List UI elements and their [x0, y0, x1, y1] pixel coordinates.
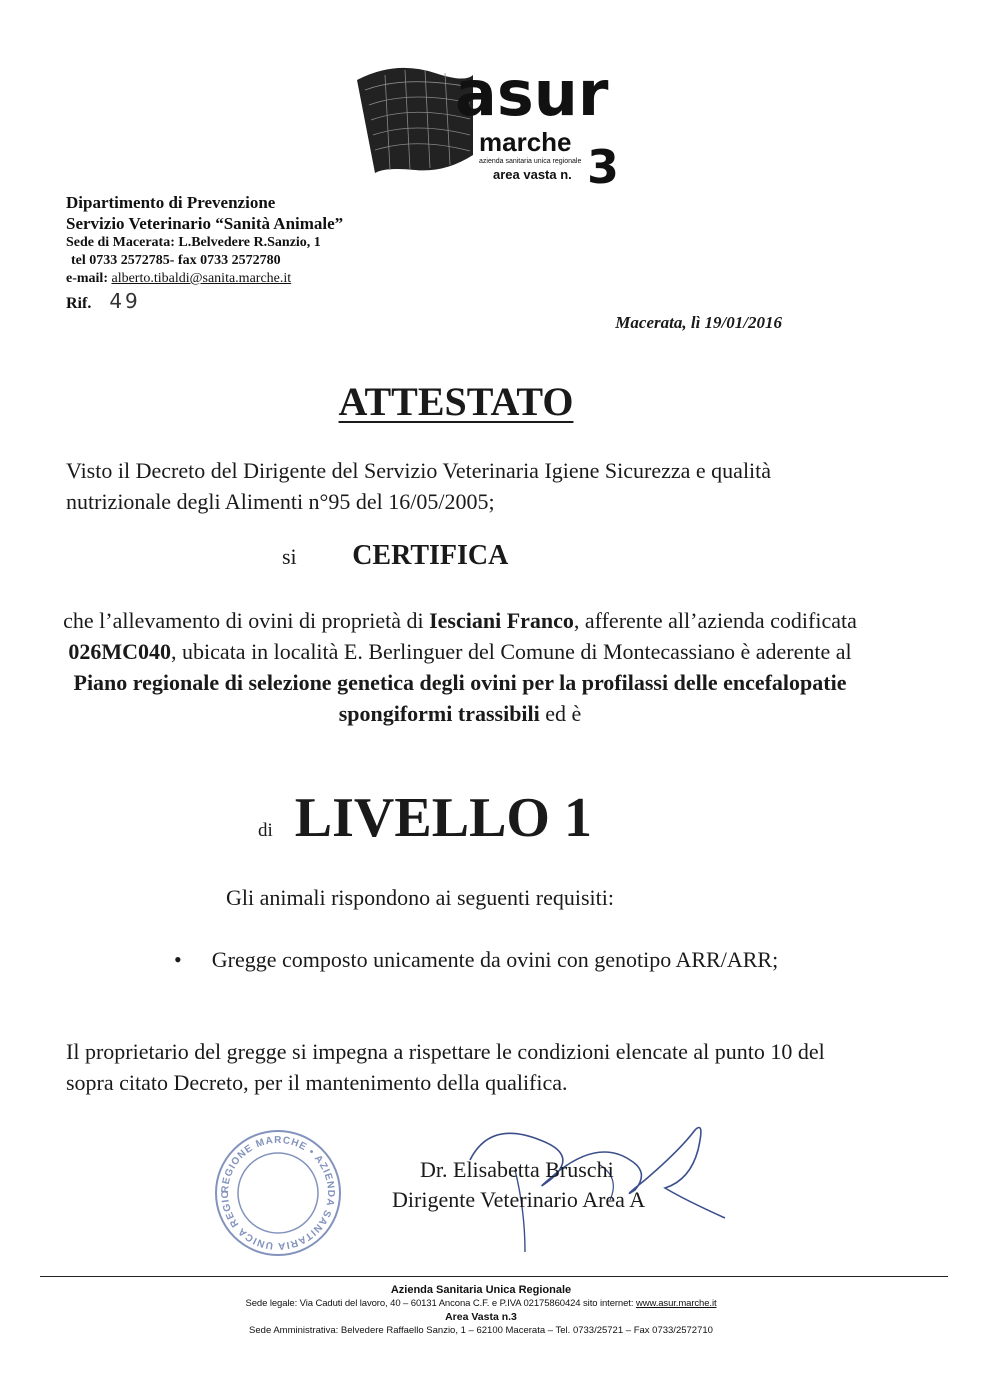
email-label: e-mail:	[66, 271, 112, 286]
logo-region-text: marche	[479, 127, 572, 157]
office-address: Sede di Macerata: L.Belvedere R.Sanzio, 1	[66, 235, 321, 250]
official-stamp	[213, 1128, 343, 1258]
footer-divider	[40, 1276, 948, 1277]
asur-logo	[355, 55, 620, 195]
body-text-3: , ubicata in località E. Berlinguer del Comune di Montecassiano è aderente al	[171, 639, 852, 664]
requirement-item	[174, 944, 785, 975]
level-heading	[258, 786, 592, 850]
footer-area: Area Vasta n.3	[445, 1311, 517, 1323]
document-title	[0, 378, 912, 425]
certifica-line	[282, 540, 508, 572]
footer	[0, 1283, 962, 1337]
footer-admin: Sede Amministrativa: Belvedere Raffaello Sanzio, 1 – 62100 Macerata – Tel. 0733/25721 – Fax 0733/2572710	[249, 1325, 713, 1336]
footer-legal-line	[0, 1297, 962, 1310]
reference-label: Rif.	[66, 295, 92, 312]
stamp-text: REGIONE MARCHE • AZIENDA SANITARIA UNICA REGIO	[219, 1134, 337, 1252]
signatory-name: Dr. Elisabetta Bruschi	[420, 1157, 614, 1182]
certifica-si: si	[282, 544, 297, 569]
office-phones: tel 0733 2572785- fax 0733 2572780	[71, 253, 281, 268]
service-name: Servizio Veterinario “Sanità Animale”	[66, 214, 344, 233]
body-text-1: che l’allevamento di ovini di proprietà di	[63, 608, 430, 633]
sender-header	[66, 192, 343, 315]
level-di: di	[258, 820, 273, 841]
document-date: Macerata, lì 19/01/2016	[615, 313, 782, 332]
asur-logo-graphic	[355, 55, 620, 195]
logo-tagline-text: azienda sanitaria unica regionale	[479, 158, 582, 165]
signatory-block	[392, 1155, 645, 1215]
requirement-text: Gregge composto unicamente da ovini con genotipo ARR/ARR;	[211, 947, 779, 972]
farm-code: 026MC040	[68, 639, 172, 664]
footer-website-link[interactable]: www.asur.marche.it	[635, 1298, 717, 1309]
certification-body	[40, 605, 880, 729]
email-link[interactable]: alberto.tibaldi@sanita.marche.it	[111, 271, 292, 286]
logo-area-text: area vasta n.	[493, 167, 572, 182]
owner-name: Iesciani Franco	[429, 608, 574, 633]
bullet-dot-icon: •	[174, 947, 182, 972]
footer-org: Azienda Sanitaria Unica Regionale	[390, 1284, 572, 1296]
footer-legal: Sede legale: Via Caduti del lavoro, 40 – 60131 Ancona C.F. e P.IVA 02175860424 sito internet:	[245, 1298, 636, 1309]
requirements-intro: Gli animali rispondono ai seguenti requisiti:	[226, 885, 614, 910]
department-name: Dipartimento di Prevenzione	[66, 193, 276, 212]
reference-handwritten-number: 49	[109, 289, 141, 313]
plan-name: Piano regionale di selezione genetica degli ovini per la profilassi delle encefalopatie spongiformi trassibili	[73, 670, 847, 726]
closing-paragraph: Il proprietario del gregge si impegna a rispettare le condizioni elencate al punto 10 del sopra citato Decreto, per il mantenimento della qualifica.	[66, 1039, 825, 1095]
signatory-role: Dirigente Veterinario Area A	[392, 1187, 646, 1212]
body-text-4: ed è	[539, 701, 582, 726]
document-title-text: ATTESTATO	[338, 379, 574, 424]
logo-brand-text: asur	[455, 57, 609, 130]
body-text-2: , afferente all’azienda codificata	[573, 608, 857, 633]
certifica-word: CERTIFICA	[352, 540, 509, 571]
level-label: LIVELLO 1	[294, 787, 592, 849]
office-email-line	[66, 270, 343, 288]
intro-paragraph: Visto il Decreto del Dirigente del Servizio Veterinaria Igiene Sicurezza e qualità nutrizionale degli Alimenti n°95 del 16/05/2005;	[66, 458, 772, 514]
logo-area-number: 3	[587, 140, 620, 194]
stamp-graphic	[213, 1128, 343, 1258]
reference-line	[66, 290, 343, 315]
